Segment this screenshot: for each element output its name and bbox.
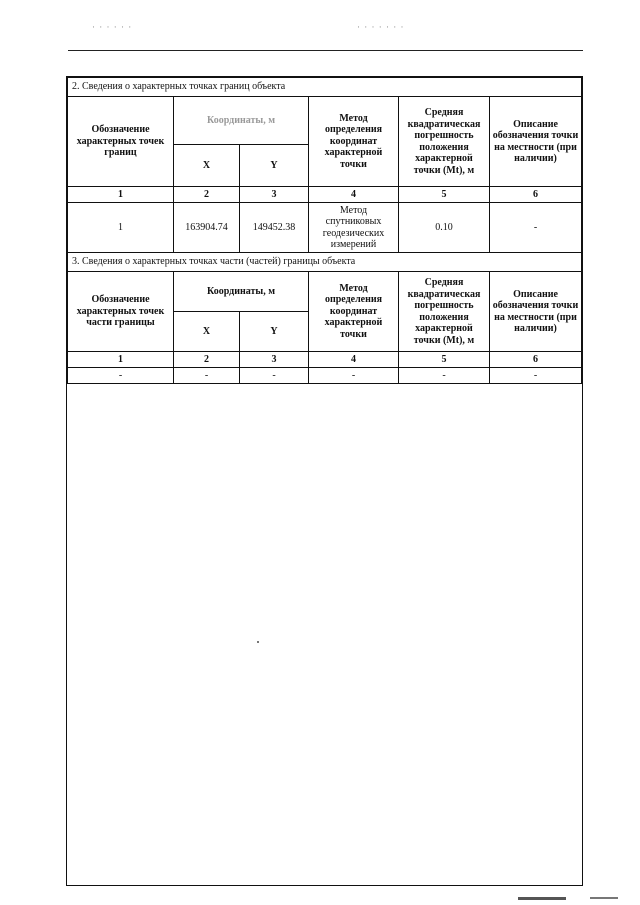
section-3-table (67, 252, 582, 384)
section-3-row-x: - (174, 368, 240, 384)
scan-speck (257, 641, 259, 643)
section-3-header-method: Метод определения координат характерной точки (309, 272, 399, 352)
section-3-row-designation: - (68, 368, 174, 384)
page-header-right: · · · · · · · (357, 22, 405, 32)
section-2-header-method: Метод определения координат характерной точки (309, 97, 399, 187)
section-2-header-description: Описание обозначения точки на местности (при наличии) (490, 97, 582, 187)
section-2-colnum-1: 1 (68, 187, 174, 203)
section-2-header-designation: Обозначение характерных точек границ (68, 97, 174, 187)
section-2-colnum-3: 3 (240, 187, 309, 203)
page-header-left: · · · · · · (92, 22, 133, 32)
scan-mark-bottom-2 (590, 897, 618, 899)
section-3-colnum-2: 2 (174, 352, 240, 368)
section-3-colnum-4: 4 (309, 352, 399, 368)
section-3-title: 3. Сведения о характерных точках части (частей) границы объекта (68, 253, 582, 272)
section-3-row-y: - (240, 368, 309, 384)
section-3-colnum-3: 3 (240, 352, 309, 368)
section-2-colnum-6: 6 (490, 187, 582, 203)
section-2-table (67, 77, 582, 253)
section-2-row-x: 163904.74 (174, 203, 240, 253)
section-2-colnum-4: 4 (309, 187, 399, 203)
document-frame (66, 76, 583, 886)
section-3-header-accuracy: Средняя квадратическая погрешность положения характерной точки (Mt), м (399, 272, 490, 352)
section-3-row-description: - (490, 368, 582, 384)
header-rule (68, 50, 583, 51)
section-2-row-designation: 1 (68, 203, 174, 253)
section-3-header-description: Описание обозначения точки на местности (при наличии) (490, 272, 582, 352)
section-2-header-accuracy: Средняя квадратическая погрешность положения характерной точки (Mt), м (399, 97, 490, 187)
section-3-header-y: Y (240, 312, 309, 352)
section-3-header-coordinates: Координаты, м (174, 272, 309, 312)
section-2-header-x: X (174, 145, 240, 187)
scan-mark-bottom (518, 897, 566, 900)
section-2-row-accuracy: 0.10 (399, 203, 490, 253)
section-3-row-accuracy: - (399, 368, 490, 384)
section-3-row-method: - (309, 368, 399, 384)
table-row (68, 203, 582, 253)
section-3-colnum-1: 1 (68, 352, 174, 368)
section-3-colnum-6: 6 (490, 352, 582, 368)
section-2-title: 2. Сведения о характерных точках границ объекта (68, 78, 582, 97)
section-3-header-designation: Обозначение характерных точек части границы (68, 272, 174, 352)
section-2-colnum-2: 2 (174, 187, 240, 203)
section-2-header-coordinates: Координаты, м (174, 97, 309, 145)
section-2-colnum-5: 5 (399, 187, 490, 203)
section-2-row-method: Метод спутниковых геодезических измерений (309, 203, 399, 253)
section-2-row-y: 149452.38 (240, 203, 309, 253)
section-3-header-x: X (174, 312, 240, 352)
table-row (68, 368, 582, 384)
section-3-colnum-5: 5 (399, 352, 490, 368)
section-2-row-description: - (490, 203, 582, 253)
section-2-header-y: Y (240, 145, 309, 187)
